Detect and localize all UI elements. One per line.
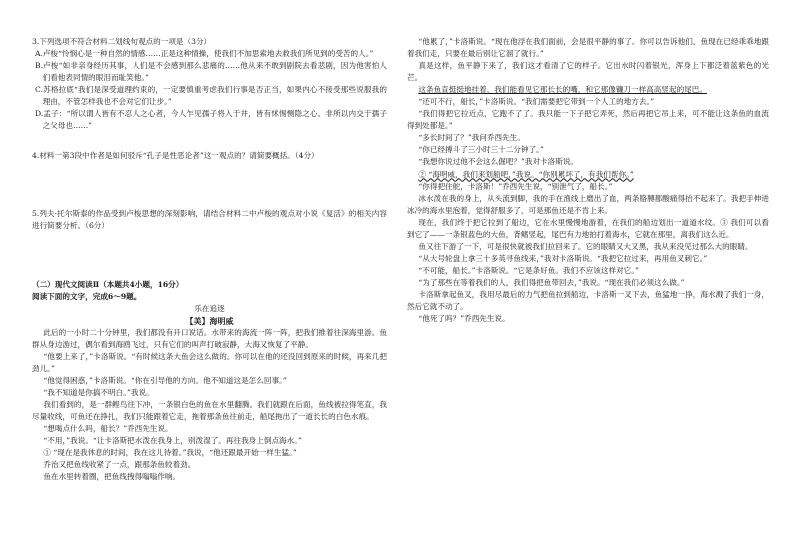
story-author: 【美】海明威: [185, 315, 234, 326]
story-paragraph: “从大号轮盘上拿三十多英寻鱼线来，”我对卡洛斯说。“我把它拉过来，再用鱼叉刺它。”: [418, 253, 708, 263]
story-paragraph: 我们看到的，是一群鲣鸟往下冲，一条银白色的鱼在水里翻腾。我们就跟在后面，鱼线被拉得笔直，我尽量收线，可鱼还在挣扎，我们只能跟着它走，拖着那条鱼往前走，船尾拖出了一道长长的白色水痕。: [32, 399, 387, 422]
right-column: [407, 36, 769, 325]
story-paragraph: 现在，我们终于把它拉到了船边，它在水里慢慢地游着，在我们的船边划出一道道水纹。③ 我们可以看到它了——一条银蓝色的大鱼，背鳍竖起，尾巴有力地拍打着海水，它就在那里，离我们这么近。: [407, 217, 769, 239]
story-paragraph: “多长时间了？”我问乔西先生。: [418, 133, 525, 143]
answer-space: [32, 233, 387, 279]
q3-option-c: C.苏格拉底“我们是深受道理约束的，一定要慎重考虑我们行事是否正当，如果内心不接受那些说服我的理由，不管怎样我也不会对它们让步。”: [35, 85, 387, 107]
answer-space: [32, 162, 387, 208]
story-paragraph: “为了那些在等着我们的人，我们得把鱼带回去，”我说。“现在我们必须这么做。”: [418, 277, 685, 287]
story-paragraph: “我们得把它拉近点，它跑不了了。我只能一下子把它弄死，然后再把它吊上来，可不能让这条鱼的血流得到处都是。”: [407, 109, 769, 131]
story-paragraph: 鱼在水里转着圈，把鱼线拽得嗡嗡作响。: [43, 472, 181, 482]
story-paragraph: “你已经搏斗了三小时三十二分钟了。”: [418, 145, 544, 155]
story-paragraph: “他死了吗？”乔西先生说。: [418, 314, 510, 324]
story-paragraph: 卡洛斯拿起鱼叉，我用尽最后的力气把鱼拉到船边，卡洛斯一叉下去，鱼猛地一挣，海水溅了我们一身，然后它就不动了。: [407, 289, 769, 312]
story-paragraph-underlined: ① “现在是我休息的时间，我在这儿待着。”我说，“他还跟最开始一样生猛。”: [43, 448, 297, 458]
story-paragraph: 乔治又把鱼线收紧了一点，跟那条鱼较着劲。: [43, 460, 196, 470]
story-paragraph: “你得把住舵，卡洛斯！”乔西先生说，“别泄气了，船长。”: [418, 181, 613, 191]
story-paragraph: 此后的一小时二十分钟里，我们都没有开口说话。水带来的海流一阵一阵，把我们推着往深海里游。鱼群从身边游过，偶尔看到海鸥飞过，只有它们的叫声打破寂静，大海又恢复了平静。: [32, 327, 387, 349]
q3-option-b: B.卢梭“如非亲身经历其事，人们是不会感到那么悲痛的……他从来不敢到剧院去看悲剧，因为他害怕人们看他表同情的眼泪而耻笑他。”: [35, 61, 387, 83]
answer-space: [32, 132, 387, 150]
story-paragraph: “还可不行，船长，”卡洛斯说。“我们需要把它带到一个人工的地方去。”: [418, 97, 655, 107]
story-title: 乐在追逐: [194, 303, 225, 313]
story-paragraph: “我想你说过他不会这么倔吧？”我对卡洛斯说。: [418, 157, 579, 167]
story-paragraph: “不可能，船长。”卡洛斯说。“它是条好鱼。我们不应该这样对它。”: [418, 265, 639, 275]
story-paragraph: “他要上来了，”卡洛斯说。“有时候这条大鱼会这么做的。你可以在他的还没回到原来的时候，再来几把劲儿。”: [32, 351, 387, 373]
story-paragraph: “他觉得困惑，”卡洛斯说。“你在引导他的方向。他不知道这是怎么回事。”: [43, 375, 287, 385]
q3-option-d: D.孟子：“所以谓人皆有不忍人之心者，今人乍见孺子将入于井，皆有怵惕恻隐之心。非所以内交于孺子之父母也……”: [35, 109, 387, 131]
question-4-stem: 4.材料一第3段中作者是如何驳斥“孔子是性恶论者”这一观点的？请简要概括。（4分）: [32, 151, 319, 161]
story-paragraph-underlined: ② “海明威，我们来划船吧，”我说。“你别累坏了，有我们帮你。”: [418, 169, 634, 179]
left-column: [32, 36, 387, 483]
story-paragraph: 真是这样，鱼平静下来了，我们这才看清了它的样子。它出水时闪着银光，浑身上下都泛着蓝紫色的光芒。: [407, 61, 769, 83]
story-paragraph: “我不知道是你搞不明白。”我说。: [43, 387, 154, 397]
story-paragraph: “他累了，”卡洛斯说。“现在他浮在我们面前，会是很平静的事了。你可以告诉他们，鱼现在已经乖乖地跟着我们走，只要在最后别让它溜了就行。”: [407, 37, 769, 59]
section-title: （二）现代文阅读Ⅱ（本题共4小题，16分）: [32, 279, 184, 289]
question-3-stem: 3.下列选项不符合材料二划线句观点的一项是（3分）: [32, 37, 212, 46]
q3-option-a: A.卢梭“怜悯心是一种自然的情感……正是这种情操，使我们不加思索地去救我们所见到的受苦的人。”: [35, 49, 374, 59]
story-paragraph: “不用，”我说。“让卡洛斯把水泼在我身上，别泼湿了。再往我身上倒点海水。”: [43, 436, 302, 446]
story-paragraph-underlined: 这条鱼直挺挺地挂着，我们能看见它那长长的嘴，和它那像镰刀一样高高竖起的尾巴。: [418, 85, 707, 95]
question-5-stem: 5.列夫·托尔斯泰的作品受到卢梭思想的深刻影响，请结合材料二中卢梭的观点对小说《复活》的相关内容进行简要分析。（6分）: [32, 209, 387, 231]
story-paragraph: “想喝点什么吗，船长？”乔西先生说。: [43, 424, 173, 434]
section-instruction: 阅读下面的文字，完成6～9题。: [32, 291, 142, 301]
story-paragraph: 鱼又往下游了一下，可是很快就被我们拉回来了。它的眼睛又大又黑，我从来没见过那么大的眼睛。: [418, 241, 753, 251]
story-paragraph: 冰水泼在我的身上，从头流到脚，我的手在渔线上磨出了血，两条胳膊都酸痛得抬不起来了。我把手伸进冰冷的海水里泡着，觉得舒服多了，可是那鱼还是不肯上来。: [407, 193, 769, 215]
